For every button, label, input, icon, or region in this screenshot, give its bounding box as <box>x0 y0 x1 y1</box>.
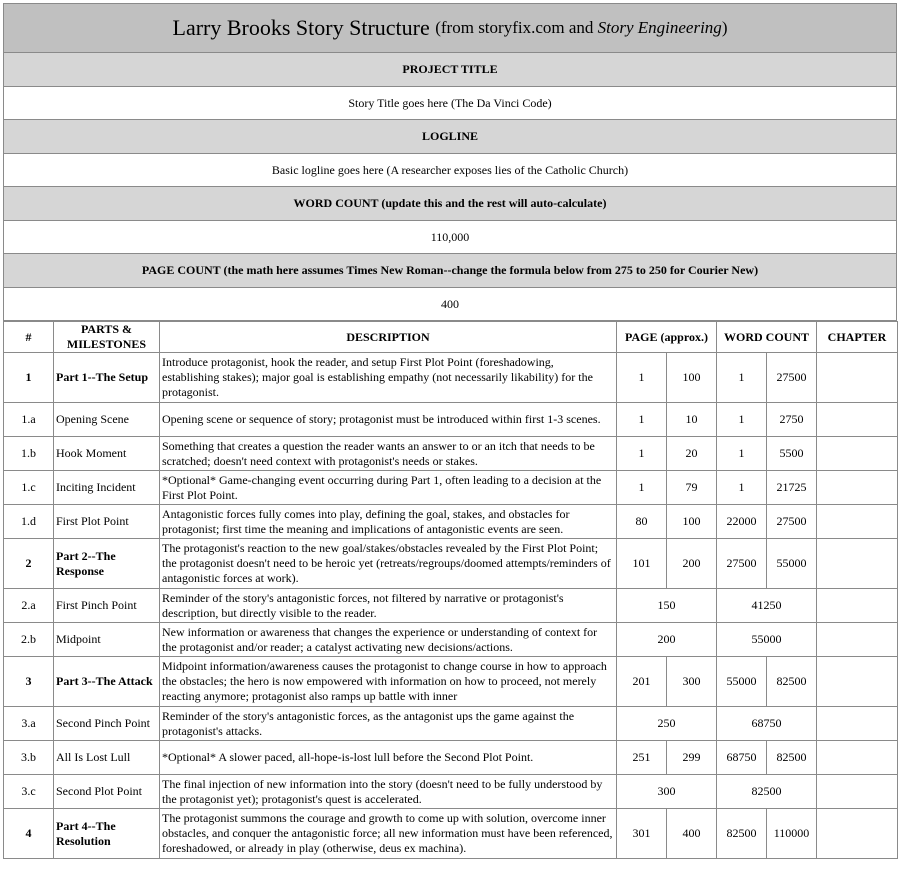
description-cell[interactable]: Antagonistic forces fully comes into play, defining the goal, stakes, and obstacles for protagonist; first time the meaning and implications of antagonistic events are seen. <box>160 505 617 539</box>
column-header-parts: PARTS & MILESTONES <box>54 322 160 353</box>
milestone-name-cell[interactable]: Hook Moment <box>54 437 160 471</box>
row-number-cell[interactable]: 1.a <box>4 403 54 437</box>
page-start-cell[interactable]: 101 <box>617 539 667 589</box>
word-start-cell[interactable]: 1 <box>717 471 767 505</box>
description-cell[interactable]: Reminder of the story's antagonistic forces, not filtered by narrative or protagonist's description, but directly visible to the reader. <box>160 589 617 623</box>
table-row <box>4 539 898 589</box>
title-source-post: ) <box>721 18 728 37</box>
word-count-value[interactable]: 110,000 <box>3 221 897 254</box>
description-cell[interactable]: The protagonist summons the courage and growth to come up with solution, overcome inner obstacles, and conquer the antagonistic force; all new information must have been referenced, foreshadowed, or already in play (otherwise, deus ex machina). <box>160 809 617 859</box>
word-count-cell[interactable]: 82500 <box>717 775 817 809</box>
table-row <box>4 775 898 809</box>
page-start-cell[interactable]: 1 <box>617 471 667 505</box>
row-number-cell[interactable]: 1.c <box>4 471 54 505</box>
chapter-cell[interactable] <box>817 471 898 505</box>
row-number-cell[interactable]: 2 <box>4 539 54 589</box>
page-end-cell[interactable]: 10 <box>667 403 717 437</box>
chapter-cell[interactable] <box>817 539 898 589</box>
description-cell[interactable]: Opening scene or sequence of story; protagonist must be introduced within first 1-3 scenes. <box>160 403 617 437</box>
description-cell[interactable]: *Optional* A slower paced, all-hope-is-lost lull before the Second Plot Point. <box>160 741 617 775</box>
description-cell[interactable]: New information or awareness that changes the experience or understanding of context for the protagonist and/or reader; a catalyst activating new decisions/actions. <box>160 623 617 657</box>
row-number-cell[interactable]: 3.b <box>4 741 54 775</box>
word-end-cell[interactable]: 82500 <box>767 657 817 707</box>
description-cell[interactable]: Midpoint information/awareness causes the protagonist to change course in how to approach the obstacles; the hero is now empowered with information on how to proceed, not merely reacting anymore; protagonist also ramps up battle with inner <box>160 657 617 707</box>
row-number-cell[interactable]: 2.b <box>4 623 54 657</box>
column-header-description: DESCRIPTION <box>160 322 617 353</box>
chapter-cell[interactable] <box>817 437 898 471</box>
title-source-pre: (from storyfix.com and <box>435 18 598 37</box>
milestone-name-cell[interactable]: Part 3--The Attack <box>54 657 160 707</box>
page-end-cell[interactable]: 299 <box>667 741 717 775</box>
page-end-cell[interactable]: 20 <box>667 437 717 471</box>
row-number-cell[interactable]: 3.a <box>4 707 54 741</box>
table-row <box>4 657 898 707</box>
word-start-cell[interactable]: 22000 <box>717 505 767 539</box>
title-source <box>435 18 727 38</box>
milestone-name-cell[interactable]: Opening Scene <box>54 403 160 437</box>
row-number-cell[interactable]: 4 <box>4 809 54 859</box>
word-count-cell[interactable]: 55000 <box>717 623 817 657</box>
spreadsheet <box>3 3 897 859</box>
description-cell[interactable]: *Optional* Game-changing event occurring during Part 1, often leading to a decision at the First Plot Point. <box>160 471 617 505</box>
word-start-cell[interactable]: 82500 <box>717 809 767 859</box>
milestone-name-cell[interactable]: Part 4--The Resolution <box>54 809 160 859</box>
table-row <box>4 707 898 741</box>
word-start-cell[interactable]: 1 <box>717 353 767 403</box>
column-header-word-count: WORD COUNT <box>717 322 817 353</box>
page-start-cell[interactable]: 1 <box>617 353 667 403</box>
row-number-cell[interactable]: 3 <box>4 657 54 707</box>
page-start-cell[interactable]: 251 <box>617 741 667 775</box>
column-header-page: PAGE (approx.) <box>617 322 717 353</box>
page-end-cell[interactable]: 100 <box>667 505 717 539</box>
description-cell[interactable]: Reminder of the story's antagonistic forces, as the antagonist ups the game against the protagonist's attacks. <box>160 707 617 741</box>
column-header-number: # <box>4 322 54 353</box>
milestone-name-cell[interactable]: Second Pinch Point <box>54 707 160 741</box>
row-number-cell[interactable]: 1 <box>4 353 54 403</box>
page-start-cell[interactable]: 301 <box>617 809 667 859</box>
chapter-cell[interactable] <box>817 589 898 623</box>
row-number-cell[interactable]: 1.b <box>4 437 54 471</box>
word-count-cell[interactable]: 68750 <box>717 707 817 741</box>
row-number-cell[interactable]: 1.d <box>4 505 54 539</box>
page-cell[interactable]: 150 <box>617 589 717 623</box>
word-start-cell[interactable]: 55000 <box>717 657 767 707</box>
word-count-header: WORD COUNT (update this and the rest will auto-calculate) <box>3 187 897 221</box>
table-row <box>4 471 898 505</box>
chapter-cell[interactable] <box>817 353 898 403</box>
page-count-value[interactable]: 400 <box>3 288 897 321</box>
word-count-cell[interactable]: 41250 <box>717 589 817 623</box>
milestone-name-cell[interactable]: Midpoint <box>54 623 160 657</box>
table-row <box>4 741 898 775</box>
word-end-cell[interactable]: 27500 <box>767 353 817 403</box>
page-count-header: PAGE COUNT (the math here assumes Times New Roman--change the formula below from 275 to 250 for Courier New) <box>3 254 897 288</box>
word-end-cell[interactable]: 82500 <box>767 741 817 775</box>
table-row <box>4 403 898 437</box>
project-title-header: PROJECT TITLE <box>3 53 897 87</box>
row-number-cell[interactable]: 2.a <box>4 589 54 623</box>
page-start-cell[interactable]: 1 <box>617 437 667 471</box>
chapter-cell[interactable] <box>817 403 898 437</box>
row-number-cell[interactable]: 3.c <box>4 775 54 809</box>
title-main: Larry Brooks Story Structure <box>172 15 430 40</box>
word-end-cell[interactable]: 55000 <box>767 539 817 589</box>
description-cell[interactable]: Introduce protagonist, hook the reader, and setup First Plot Point (foreshadowing, establishing stakes); major goal is establishing empathy (not necessarily likability) for the protagonist. <box>160 353 617 403</box>
table-row <box>4 623 898 657</box>
table-row <box>4 353 898 403</box>
description-cell[interactable]: The final injection of new information into the story (doesn't need to be fully understood by the protagonist yet); protagonist's quest is accelerated. <box>160 775 617 809</box>
page-start-cell[interactable]: 201 <box>617 657 667 707</box>
chapter-cell[interactable] <box>817 657 898 707</box>
milestone-name-cell[interactable]: All Is Lost Lull <box>54 741 160 775</box>
table-header-row <box>4 322 898 353</box>
page-start-cell[interactable]: 1 <box>617 403 667 437</box>
logline-value[interactable]: Basic logline goes here (A researcher exposes lies of the Catholic Church) <box>3 154 897 187</box>
chapter-cell[interactable] <box>817 741 898 775</box>
milestone-name-cell[interactable]: First Pinch Point <box>54 589 160 623</box>
milestone-name-cell[interactable]: First Plot Point <box>54 505 160 539</box>
word-start-cell[interactable]: 68750 <box>717 741 767 775</box>
word-start-cell[interactable]: 1 <box>717 403 767 437</box>
logline-header: LOGLINE <box>3 120 897 154</box>
word-end-cell[interactable]: 5500 <box>767 437 817 471</box>
chapter-cell[interactable] <box>817 623 898 657</box>
word-start-cell[interactable]: 27500 <box>717 539 767 589</box>
word-end-cell[interactable]: 2750 <box>767 403 817 437</box>
page-cell[interactable]: 200 <box>617 623 717 657</box>
table-row <box>4 809 898 859</box>
page-end-cell[interactable]: 100 <box>667 353 717 403</box>
page-end-cell[interactable]: 79 <box>667 471 717 505</box>
milestone-name-cell[interactable]: Inciting Incident <box>54 471 160 505</box>
table-row <box>4 505 898 539</box>
page-start-cell[interactable]: 80 <box>617 505 667 539</box>
page-cell[interactable]: 250 <box>617 707 717 741</box>
chapter-cell[interactable] <box>817 809 898 859</box>
title-source-book: Story Engineering <box>597 18 722 37</box>
word-end-cell[interactable]: 110000 <box>767 809 817 859</box>
page-end-cell[interactable]: 300 <box>667 657 717 707</box>
description-cell[interactable]: Something that creates a question the reader wants an answer to or an itch that needs to be scratched; doesn't need context with protagonist's needs or stakes. <box>160 437 617 471</box>
word-start-cell[interactable]: 1 <box>717 437 767 471</box>
milestone-name-cell[interactable]: Part 1--The Setup <box>54 353 160 403</box>
table-row <box>4 589 898 623</box>
chapter-cell[interactable] <box>817 775 898 809</box>
milestone-name-cell[interactable]: Part 2--The Response <box>54 539 160 589</box>
project-title-value[interactable]: Story Title goes here (The Da Vinci Code) <box>3 87 897 120</box>
description-cell[interactable]: The protagonist's reaction to the new goal/stakes/obstacles revealed by the First Plot Point; the protagonist doesn't need to be heroic yet (retreats/regroups/doomed attempts/reminders of antagonistic forces at work). <box>160 539 617 589</box>
structure-table <box>3 321 898 859</box>
table-row <box>4 437 898 471</box>
page-end-cell[interactable]: 200 <box>667 539 717 589</box>
sheet-title <box>3 3 897 53</box>
page-end-cell[interactable]: 400 <box>667 809 717 859</box>
chapter-cell[interactable] <box>817 505 898 539</box>
word-end-cell[interactable]: 21725 <box>767 471 817 505</box>
column-header-chapter: CHAPTER <box>817 322 898 353</box>
chapter-cell[interactable] <box>817 707 898 741</box>
page-cell[interactable]: 300 <box>617 775 717 809</box>
milestone-name-cell[interactable]: Second Plot Point <box>54 775 160 809</box>
word-end-cell[interactable]: 27500 <box>767 505 817 539</box>
